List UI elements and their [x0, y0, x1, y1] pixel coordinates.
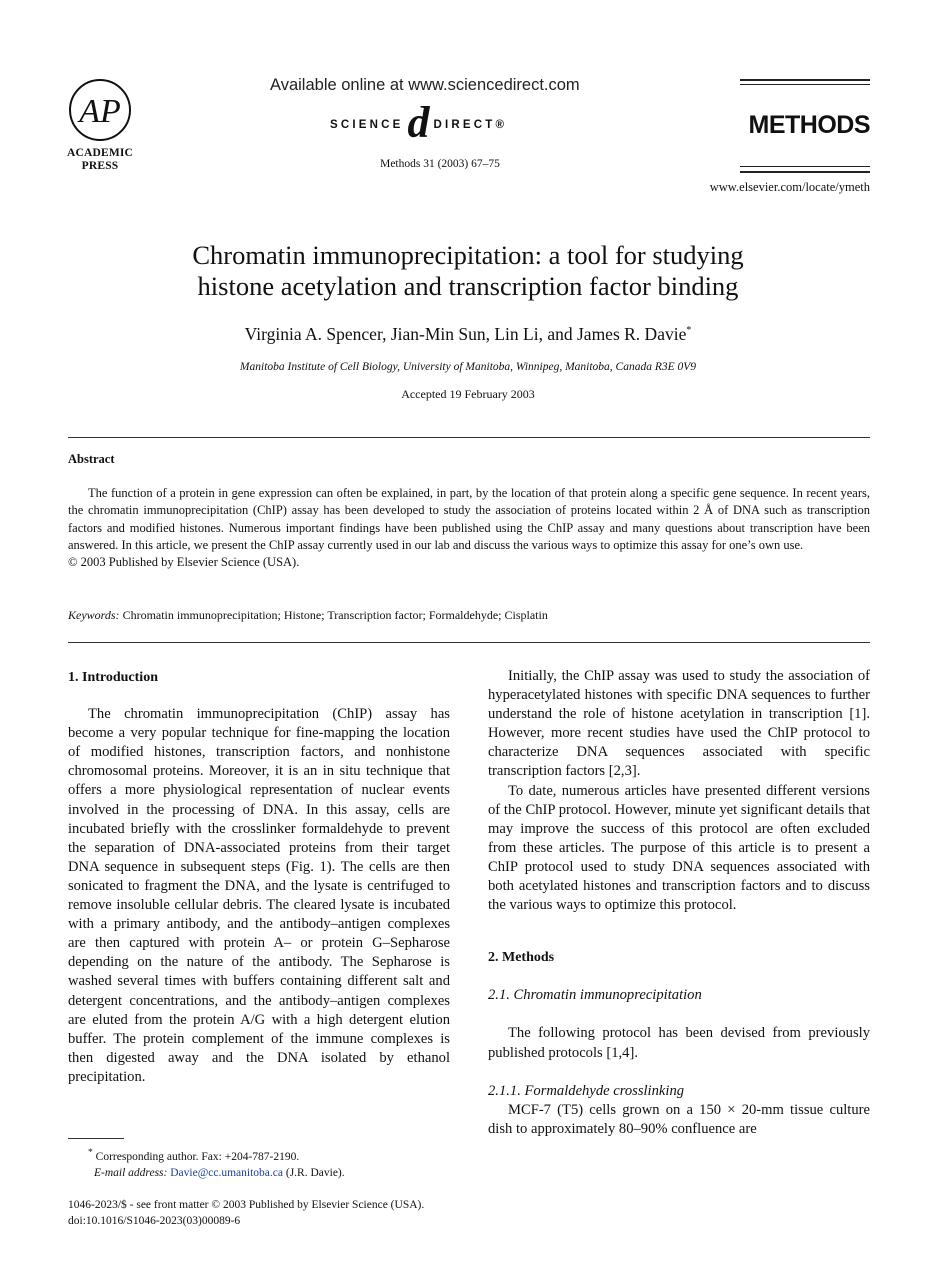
journal-rule	[740, 171, 870, 173]
paragraph: MCF-7 (T5) cells grown on a 150 × 20-mm tissue culture dish to approximately 80–90% confluence are	[488, 1101, 870, 1137]
article-title: Chromatin immunoprecipitation: a tool for studying histone acetylation and transcription factor binding	[192, 240, 744, 301]
affiliation: Manitoba Institute of Cell Biology, University of Manitoba, Winnipeg, Manitoba, Canada R3E 0V9	[239, 361, 697, 373]
section-heading: 2. Methods	[488, 950, 555, 966]
journal-rule	[740, 84, 870, 85]
paragraph: The chromatin immunoprecipitation (ChIP) assay has become a very popular technique for fine-mapping the location of modified histones, transcription factors, and nonhistone chromosomal proteins. Moreover, it is an in situ technique that offers a more physiological representation of nuclear events involved in the processing of DNA. In this assay, cells are incubated briefly with the crosslinker formaldehyde to prevent the separation of DNA-associated proteins from their target DNA sequence in subsequent steps (Fig. 1). The cells are then sonicated to fragment the DNA, and the lysate is centrifuged to remove insoluble cellular debris. The cleared lysate is incubated with a primary antibody, and the antibody–antigen complexes are then captured with protein A– or protein G–Sepharose depending on the nature of the antibody. The Sepharose is washed several times with buffers containing different salt and detergent concentrations, and the antibody–antigen complexes are eluted from the protein A/G with a high detergent elution buffer. The protein complement of the immune complexes is then digested away and the DNA isolated by ethanol precipitation.	[68, 706, 450, 1085]
paragraph: The following protocol has been devised from previously published protocols [1,4].	[488, 1025, 870, 1061]
sciencedirect-logo[interactable]: SCIENCE d DIRECT®	[330, 98, 508, 147]
journal-name: METHODS	[748, 111, 870, 139]
divider	[68, 437, 870, 438]
paragraph: Initially, the ChIP assay was used to study the association of hyperacetylated histones with specific DNA sequences to further understand the role of histone acetylation in transcription [1]. However, more recent studies have used the ChIP protocol to characterize DNA sequences associated with specific transcription factors [2,3].	[488, 668, 870, 780]
journal-url[interactable]: www.elsevier.com/locate/ymeth	[709, 180, 870, 194]
publisher-name: ACADEMIC PRESS	[66, 147, 134, 172]
journal-rule	[740, 166, 870, 167]
svg-text:AP: AP	[79, 93, 121, 130]
footnote: * Corresponding author. Fax: +204-787-2190. E-mail address: Davie@cc.umanitoba.ca (J.R. Davie).	[88, 1147, 345, 1179]
subsection-heading: 2.1.1. Formaldehyde crosslinking	[488, 1082, 685, 1099]
footnote-rule	[68, 1138, 124, 1139]
doi[interactable]: doi:10.1016/S1046-2023(03)00089-6	[68, 1214, 241, 1227]
journal-reference: Methods 31 (2003) 67–75	[380, 158, 500, 170]
abstract-copyright: © 2003 Published by Elsevier Science (USA).	[68, 555, 300, 570]
corresponding-mark[interactable]: *	[686, 325, 692, 337]
divider	[68, 642, 870, 643]
abstract-body	[68, 485, 870, 571]
keywords	[68, 608, 870, 623]
keywords-label: Keywords:	[68, 608, 120, 622]
left-column	[68, 668, 450, 1087]
keywords-list: Chromatin immunoprecipitation; Histone; Transcription factor; Formaldehyde; Cisplatin	[122, 608, 548, 622]
available-online-link[interactable]: Available online at www.sciencedirect.com	[270, 76, 580, 94]
abstract-text: The function of a protein in gene expression can often be explained, in part, by the location of that protein along a specific gene sequence. In recent years, the chromatin immunoprecipitation (ChIP) assay has been developed to study the association of proteins located within 2 Å of DNA such as transcription factors and modified histones. Numerous important findings have been published using the ChIP assay and many questions about transcription have been answered. In this article, we present the ChIP assay currently used in our lab and discuss the various ways to optimize this assay for one’s own use.	[68, 486, 870, 552]
academic-press-logo	[68, 78, 132, 142]
author-list: Virginia A. Spencer, Jian-Min Sun, Lin Li, and James R. Davie*	[244, 324, 692, 344]
journal-rule	[740, 79, 870, 81]
email-link[interactable]: Davie@cc.umanitoba.ca	[170, 1166, 283, 1179]
abstract-heading: Abstract	[68, 452, 115, 466]
section-heading: 1. Introduction	[68, 670, 158, 685]
subsection-heading: 2.1. Chromatin immunoprecipitation	[488, 987, 702, 1004]
right-column	[488, 667, 870, 1139]
front-matter-info: 1046-2023/$ - see front matter © 2003 Published by Elsevier Science (USA). doi:10.1016/S1046-2023(03)00089-6	[68, 1198, 668, 1229]
accepted-date: Accepted 19 February 2003	[401, 387, 535, 401]
paragraph: To date, numerous articles have presented different versions of the ChIP protocol. However, minute yet significant details that may improve the success of this protocol are often excluded from these articles. The purpose of this article is to present a ChIP protocol used to study DNA sequences associated with both acetylated histones and transcription factors and to discuss the various ways to optimize this protocol.	[488, 782, 870, 914]
